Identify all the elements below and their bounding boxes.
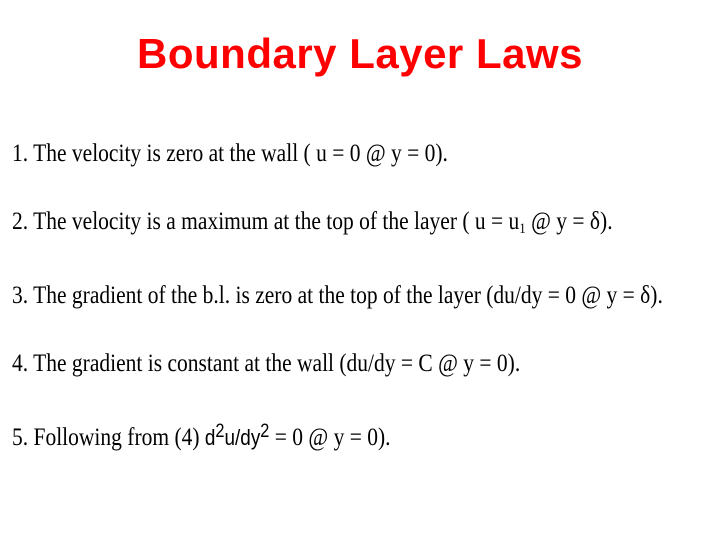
law-2 [12,208,613,238]
law-5-superscript-1: 2 [215,421,225,442]
law-5-derivative [204,421,270,450]
law-5-mid: u/dy [224,425,261,450]
law-2-text: 2. The velocity is a maximum at the top of the layer ( u = u [12,208,520,235]
law-3: 3. The gradient of the b.l. is zero at the top of the layer (du/dy = 0 @ y = δ). [12,282,663,309]
law-5-d: d [204,425,216,450]
law-5-superscript-2: 2 [260,421,270,442]
law-5-text: 5. Following from (4) [12,424,205,451]
law-5 [12,421,390,452]
law-2-subscript: 1 [519,221,526,237]
law-5-text-end: = 0 @ y = 0). [269,424,391,451]
slide-title: Boundary Layer Laws [137,30,583,77]
law-1: 1. The velocity is zero at the wall ( u = 0 @ y = 0). [12,140,448,167]
law-2-text-end: @ y = δ). [525,208,613,235]
law-4: 4. The gradient is constant at the wall (du/dy = C @ y = 0). [12,350,521,377]
